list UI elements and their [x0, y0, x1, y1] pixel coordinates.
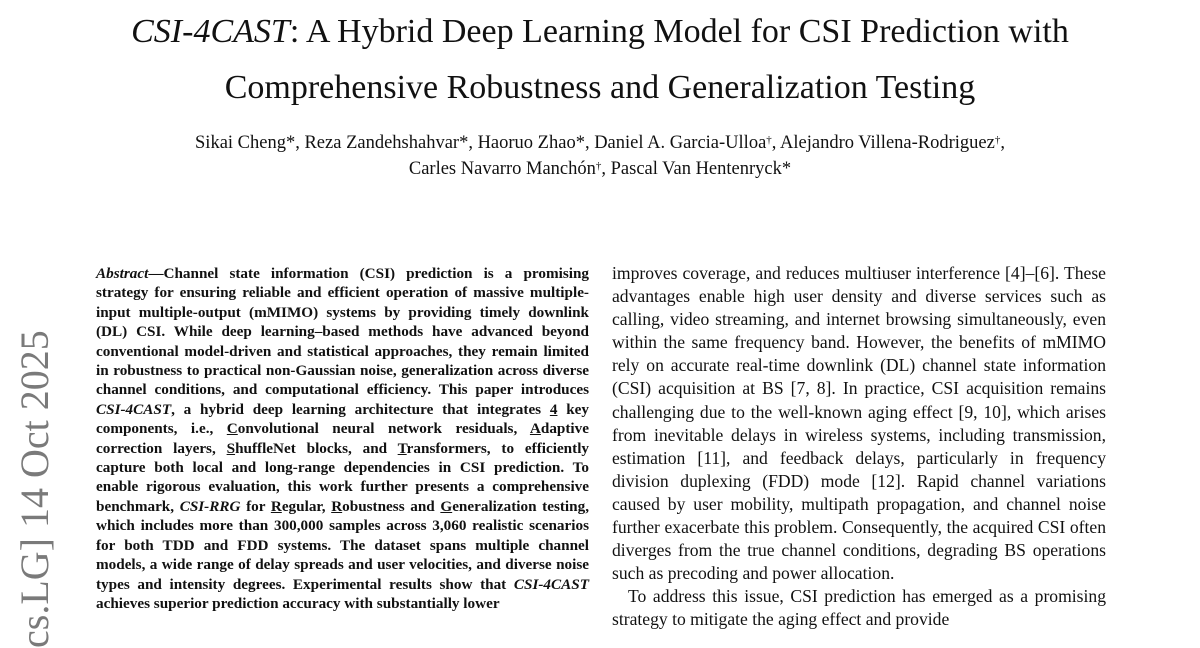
underlined-letter: 4	[549, 400, 558, 418]
abstract-text: eneralization testing, which includes more than 300,000 samples across 3,060 realistic scenarios for both TDD and FDD systems. The dataset spans multiple channel models, a wide range of delay spreads and user velocities, and diverse noise types and intensity degrees. Experimental results show that	[96, 497, 589, 593]
title-line-2: Comprehensive Robustness and Generalization Testing	[224, 69, 976, 106]
abstract-text: daptive correction layers,	[96, 420, 589, 457]
abstract-text: obustness and	[342, 497, 441, 515]
title-model-name: CSI-4CAST	[131, 13, 290, 50]
model-name: CSI-4CAST	[513, 575, 589, 593]
abstract-label: Abstract	[96, 265, 149, 282]
abstract-text: , a hybrid deep learning architecture that integrates	[171, 400, 550, 418]
body-column-right	[612, 262, 1106, 632]
authors-text: Carles Navarro Manchón	[408, 159, 596, 179]
underlined-letter: A	[529, 420, 541, 438]
title-line-1	[0, 4, 1200, 60]
abstract-text: for	[240, 497, 271, 515]
abstract-text: onvolutional neural network residuals,	[237, 420, 530, 438]
body-paragraph: improves coverage, and reduces multiuser interference [4]–[6]. These advantages enable high user density and diverse services such as calling, video streaming, and internet browsing simultaneously, even within the same frequency band. However, the benefits of mMIMO rely on accurate real-time downlink (DL) channel state information (CSI) acquisition at BS [7, 8]. In practice, CSI acquisition remains challenging due to the well-known aging effect [9, 10], which arises from inevitable delays in wireless systems, including transmission, estimation [11], and feedback delays, particularly in frequency division duplexing (FDD) mode [12]. Rapid channel variations caused by user mobility, multipath propagation, and channel noise further exacerbate this problem. Consequently, the acquired CSI often diverges from the true channel conditions, degrading BS operations such as precoding and power allocation.	[612, 263, 1106, 584]
underlined-letter: R	[331, 497, 343, 515]
benchmark-name: CSI-RRG	[179, 497, 241, 515]
underlined-letter: G	[440, 497, 453, 515]
abstract-text: huffleNet blocks, and	[235, 439, 398, 457]
abstract-text: key components, i.e.,	[96, 400, 589, 438]
affiliation-mark: †	[766, 134, 772, 146]
underlined-letter: C	[226, 420, 238, 438]
underlined-letter: S	[226, 439, 236, 457]
author-list	[0, 130, 1200, 182]
authors-text: , Pascal Van Hentenryck*	[601, 159, 792, 179]
body-paragraph: To address this issue, CSI prediction has emerged as a promising strategy to mitigate the aging effect and provide	[612, 586, 1106, 630]
affiliation-mark: †	[994, 134, 1001, 146]
authors-line-2	[0, 156, 1200, 182]
abstract-text: egular,	[281, 497, 332, 515]
model-name: CSI-4CAST	[96, 400, 172, 418]
authors-text: Sikai Cheng*, Reza Zandehshahvar*, Haoruo Zhao*, Daniel A. Garcia-Ulloa	[195, 133, 767, 153]
affiliation-mark: †	[595, 160, 602, 172]
abstract-text: —Channel state information (CSI) prediction is a promising strategy for ensuring reliable and efficient operation of massive multiple-input multiple-output (mMIMO) systems by providing timely downlink (DL) CSI. While deep learning–based methods have advanced beyond conventional model-driven and statistical approaches, they remain limited in robustness to practical non-Gaussian noise, generalization across diverse channel conditions, and computational efficiency. This paper introduces	[96, 265, 589, 399]
title-line-1-rest: : A Hybrid Deep Learning Model for CSI Prediction with	[289, 13, 1069, 50]
paper-title	[0, 4, 1200, 116]
abstract-text: achieves superior prediction accuracy with substantially lower	[96, 594, 500, 612]
authors-text: , Alejandro Villena-Rodriguez	[771, 133, 995, 153]
authors-line-1: Sikai Cheng*, Reza Zandehshahvar*, Haoruo Zhao*, Daniel A. Garcia-Ulloa†, Alejandro Villena-Rodriguez†,	[195, 133, 1005, 153]
abstract	[96, 264, 589, 613]
underlined-letter: R	[270, 497, 282, 515]
abstract-text: ransformers, to efficiently capture both local and long-range dependencies in CSI prediction. To enable rigorous evaluation, this work further presents a comprehensive benchmark,	[96, 439, 590, 515]
arxiv-side-stamp: cs.LG] 14 Oct 2025	[12, 330, 57, 648]
underlined-letter: T	[397, 439, 407, 457]
